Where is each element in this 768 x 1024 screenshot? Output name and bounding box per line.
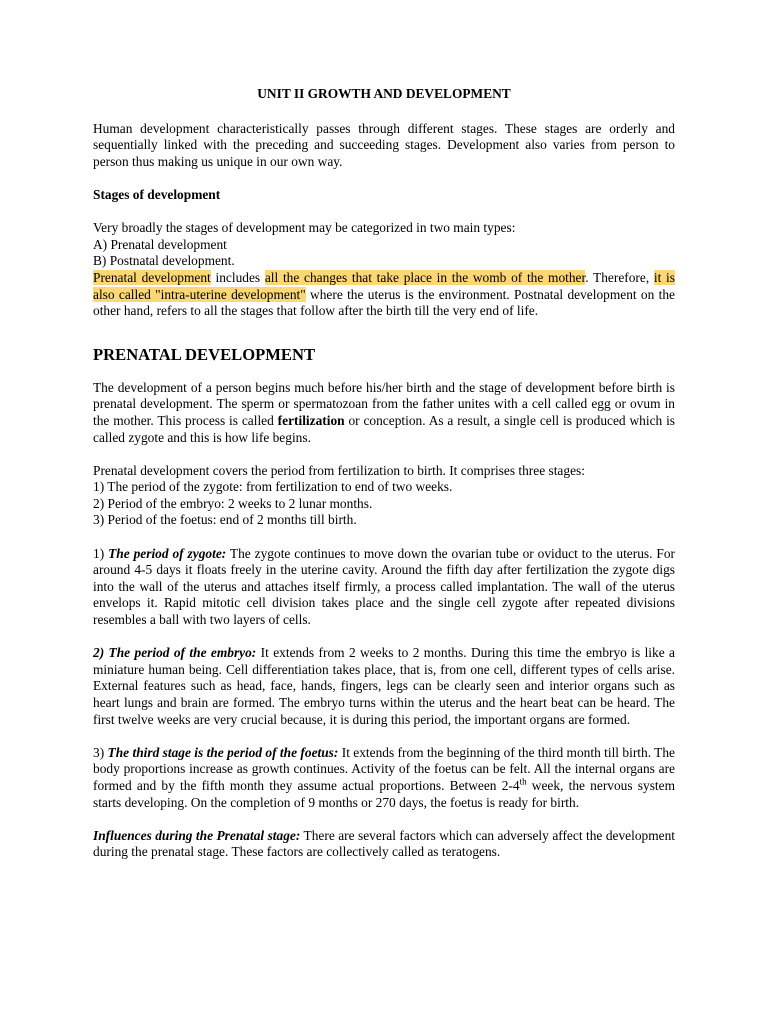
- stage-item-postnatal: B) Postnatal development.: [93, 253, 235, 269]
- embryo-label: 2) The period of the embryo:: [93, 645, 257, 661]
- prenatal-stages-list: [93, 463, 675, 529]
- fertilization-term: fertilization: [277, 412, 345, 428]
- highlight-womb: all the changes that take place in the womb of the mother: [264, 269, 586, 285]
- document-body: [93, 86, 675, 861]
- stages-paragraph: Very broadly the stages of development may be categorized in two main types: A) Prenatal development B) Postnatal development. Prenatal development includes all the changes that take place in the womb of the mother. Therefore, it is also called "intra-uterine development" where the uterus is the environment. Postnatal development on the other hand, refers to all the stages that follow after the birth till the very end of life.: [93, 220, 675, 319]
- stages-lead: Very broadly the stages of development may be categorized in two main types:: [93, 220, 516, 236]
- influences-label: Influences during the Prenatal stage:: [93, 827, 301, 843]
- foetus-paragraph: 3) The third stage is the period of the foetus: It extends from the beginning of the third month till birth. The body proportions increase as growth continues. Activity of the foetus can be felt. All the internal organs are formed and by the fifth month they assume actual proportions. Between 2-4th week, the nervous system starts developing. On the completion of 9 months or 270 days, the foetus is ready for birth.: [93, 744, 675, 810]
- zygote-paragraph: 1) The period of zygote: The zygote continues to move down the ovarian tube or oviduct to the uterus. For around 4-5 days it floats freely in the uterine cavity. Around the fifth day after fertilization the zygote digs into the wall of the uterus and attaches itself firmly, a process called implantation. The wall of the uterus envelops it. Rapid mitotic cell division takes place and the single cell zygote after repeated divisions resembles a ball with two layers of cells.: [93, 545, 675, 628]
- influences-paragraph: Influences during the Prenatal stage: There are several factors which can adversely affect the development during the prenatal stage. These factors are collectively called as teratogens.: [93, 827, 675, 860]
- list-item: 1) The period of the zygote: from fertilization to end of two weeks.: [93, 479, 453, 495]
- document-title: UNIT II GROWTH AND DEVELOPMENT: [257, 86, 511, 101]
- list-item: 2) Period of the embryo: 2 weeks to 2 lunar months.: [93, 495, 373, 511]
- intro-paragraph: Human development characteristically passes through different stages. These stages are orderly and sequentially linked with the preceding and succeeding stages. Development also varies from person to person thus making us unique in our own way.: [93, 120, 675, 169]
- highlight-prenatal: Prenatal development: [93, 269, 211, 285]
- highlight-intra-uterine: it is also called "intra-uterine development": [93, 269, 675, 302]
- embryo-paragraph: 2) The period of the embryo: It extends from 2 weeks to 2 months. During this time the embryo is like a miniature human being. Cell differentiation takes place, that is, from one cell, different types of cells arise. External features such as head, face, hands, fingers, legs can be clearly seen and interior organs such as heart lungs and brain are formed. The embryo turns within the uterus and the heart beat can be heard. The first twelve weeks are very crucial because, it is during this period, the important organs are formed.: [93, 645, 675, 727]
- zygote-label: The period of zygote:: [108, 545, 227, 561]
- prenatal-intro-paragraph: The development of a person begins much before his/her birth and the stage of development before birth is prenatal development. The sperm or spermatozoan from the father unites with a cell called egg or ovum in the mother. This process is called fertilization or conception. As a result, a single cell is produced which is called zygote and this is how life begins.: [93, 379, 675, 445]
- prenatal-heading: PRENATAL DEVELOPMENT: [93, 344, 316, 364]
- stage-item-prenatal: A) Prenatal development: [93, 236, 227, 252]
- list-item: 3) Period of the foetus: end of 2 months till birth.: [93, 512, 357, 528]
- stages-heading: Stages of development: [93, 186, 221, 202]
- prenatal-stages-lead: Prenatal development covers the period from fertilization to birth. It comprises three stages:: [93, 462, 585, 478]
- foetus-label: The third stage is the period of the foetus:: [107, 744, 339, 760]
